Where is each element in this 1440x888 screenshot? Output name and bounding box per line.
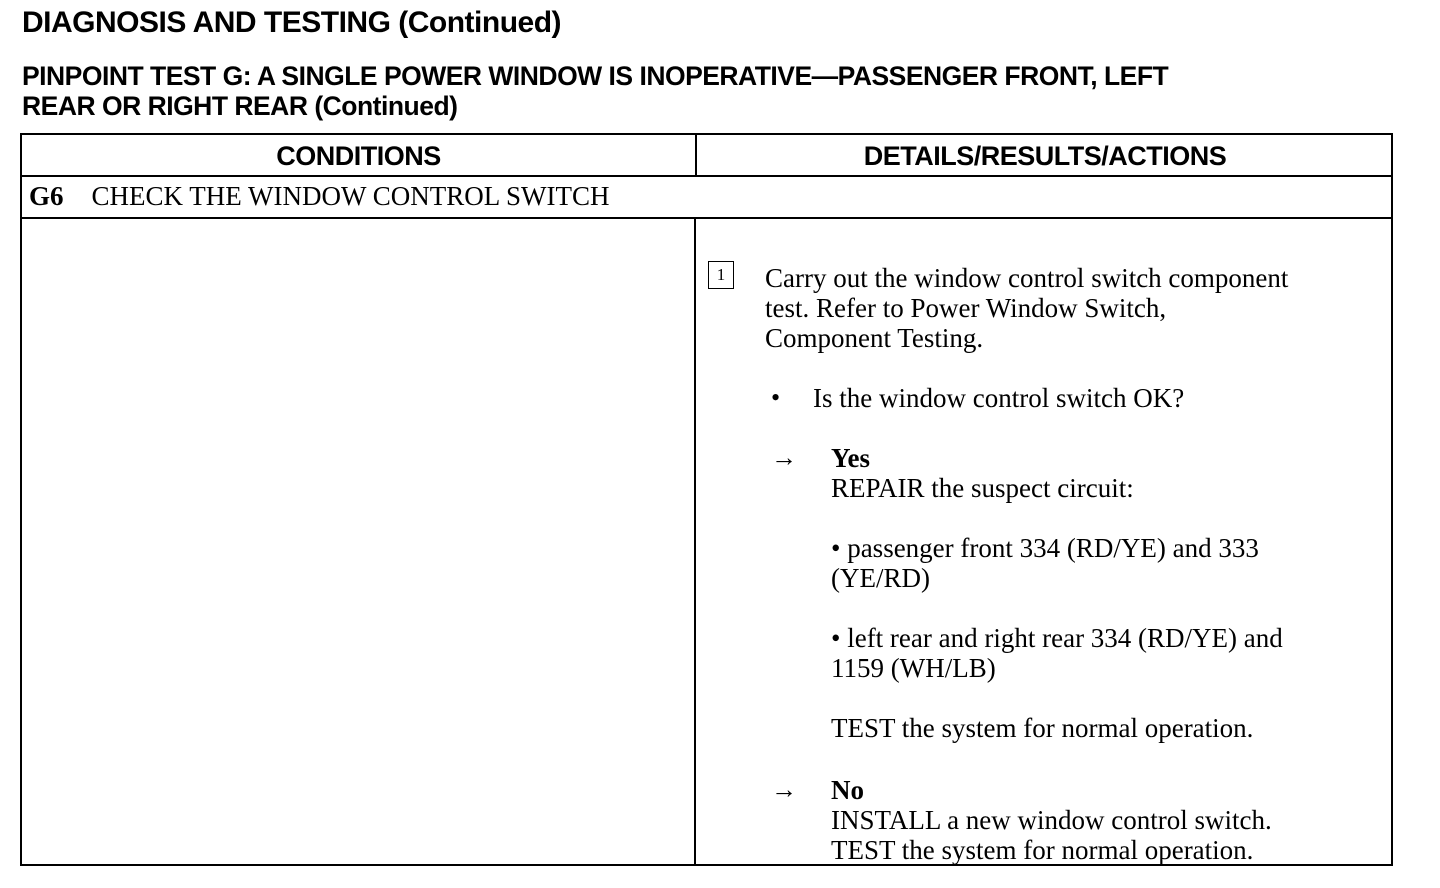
- column-header-conditions: CONDITIONS: [276, 141, 441, 171]
- circuit-1-line-2: (YE/RD): [831, 563, 930, 593]
- column-header-details: DETAILS/RESULTS/ACTIONS: [863, 141, 1227, 171]
- no-action: INSTALL a new window control switch.: [831, 805, 1272, 835]
- yes-arrow-icon: →: [771, 443, 797, 472]
- yes-test-instruction: TEST the system for normal operation.: [831, 713, 1254, 743]
- no-label: No: [831, 775, 864, 805]
- conditions-cell: [22, 219, 692, 864]
- circuit-2-line-1: • left rear and right rear 334 (RD/YE) and: [831, 623, 1283, 653]
- pinpoint-test-title: [22, 61, 1402, 121]
- pinpoint-test-table: [20, 133, 1393, 866]
- yes-action: REPAIR the suspect circuit:: [831, 473, 1134, 503]
- section-title: DIAGNOSIS AND TESTING (Continued): [22, 6, 562, 39]
- circuit-1-line-1: • passenger front 334 (RD/YE) and 333: [831, 533, 1259, 563]
- no-arrow-icon: →: [771, 775, 797, 804]
- step-title: CHECK THE WINDOW CONTROL SWITCH: [91, 181, 610, 211]
- instruction-line-2: test. Refer to Power Window Switch,: [765, 293, 1167, 323]
- question-bullet: •: [771, 383, 781, 412]
- header-rule: [22, 175, 1391, 177]
- question-text: Is the window control switch OK?: [813, 383, 1185, 413]
- step-id: G6: [29, 181, 64, 211]
- instruction-line-3: Component Testing.: [765, 323, 984, 353]
- circuit-2-line-2: 1159 (WH/LB): [831, 653, 996, 683]
- header-divider: [695, 135, 697, 175]
- test-title-line-2: REAR OR RIGHT REAR (Continued): [22, 91, 458, 121]
- yes-label: Yes: [831, 443, 870, 473]
- step-row: [29, 180, 610, 212]
- test-title-line-1: PINPOINT TEST G: A SINGLE POWER WINDOW IS INOPERATIVE—PASSENGER FRONT, LEFT: [22, 61, 1169, 91]
- substep-number-box: 1: [708, 261, 734, 289]
- body-divider: [694, 217, 696, 864]
- no-test-instruction: TEST the system for normal operation.: [831, 835, 1254, 865]
- instruction-line-1: Carry out the window control switch component: [765, 263, 1289, 293]
